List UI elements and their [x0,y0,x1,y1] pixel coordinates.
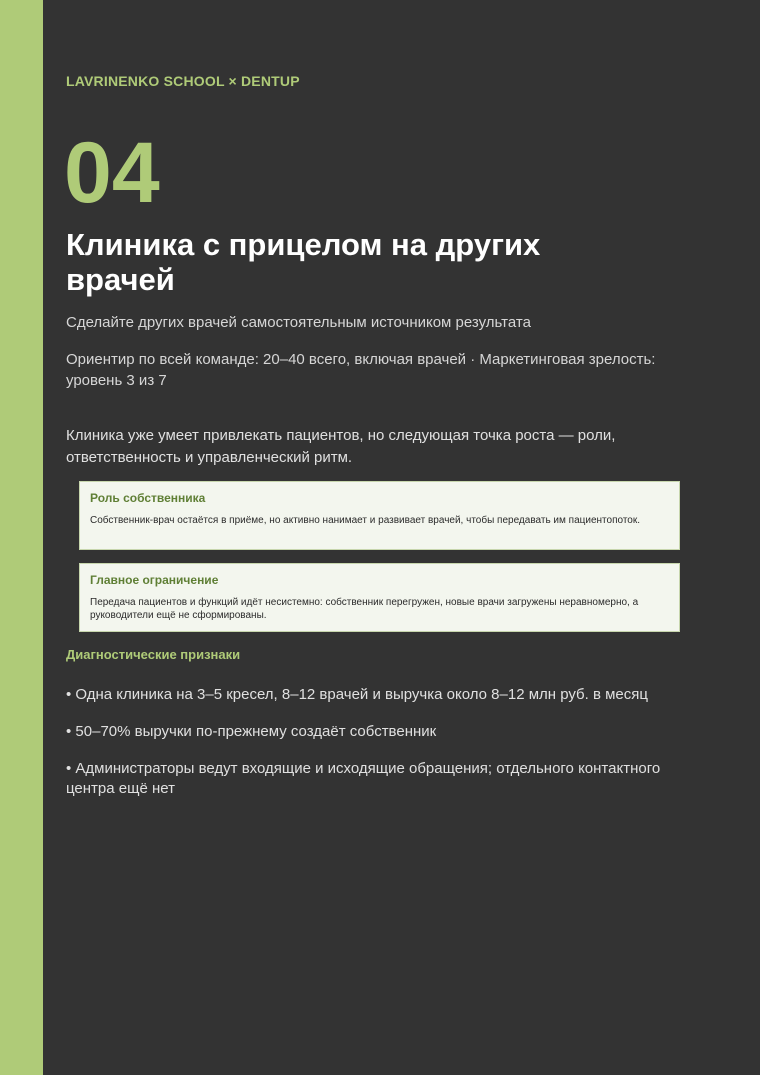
owner-role-card [79,481,680,550]
accent-side-stripe [0,0,43,1075]
chapter-meta: Ориентир по всей команде: 20–40 всего, включая врачей · Маркетинговая зрелость: уровень 3 из 7 [66,351,656,389]
list-item: • Администраторы ведут входящие и исходящие обращения; отдельного контактного центра ещё нет [66,760,661,797]
card-title: Главное ограничение [90,573,219,587]
main-constraint-card [79,563,680,632]
chapter-title: Клиника с прицелом на других врачей [66,227,541,297]
list-item: • 50–70% выручки по-прежнему создаёт собственник [66,723,437,740]
list-item: • Одна клиника на 3–5 кресел, 8–12 врачей и выручка около 8–12 млн руб. в месяц [66,686,648,703]
card-title: Роль собственника [90,491,206,505]
diagnostics-list [66,685,696,816]
intro-paragraph: Клиника уже умеет привлекать пациентов, но следующая точка роста — роли, ответственность и управленческий ритм. [66,427,616,466]
brand-label: LAVRINENKO SCHOOL × DENTUP [66,73,300,89]
card-text: Собственник-врач остаётся в приёме, но активно нанимает и развивает врачей, чтобы передавать им пациентопоток. [90,515,641,526]
chapter-number: 04 [64,125,160,221]
card-text: Передача пациентов и функций идёт несистемно: собственник перегружен, новые врачи загружены неравномерно, а руководители ещё не сформированы. [90,597,639,621]
diagnostics-heading: Диагностические признаки [66,647,241,662]
chapter-subtitle: Сделайте других врачей самостоятельным источником результата [66,314,531,331]
